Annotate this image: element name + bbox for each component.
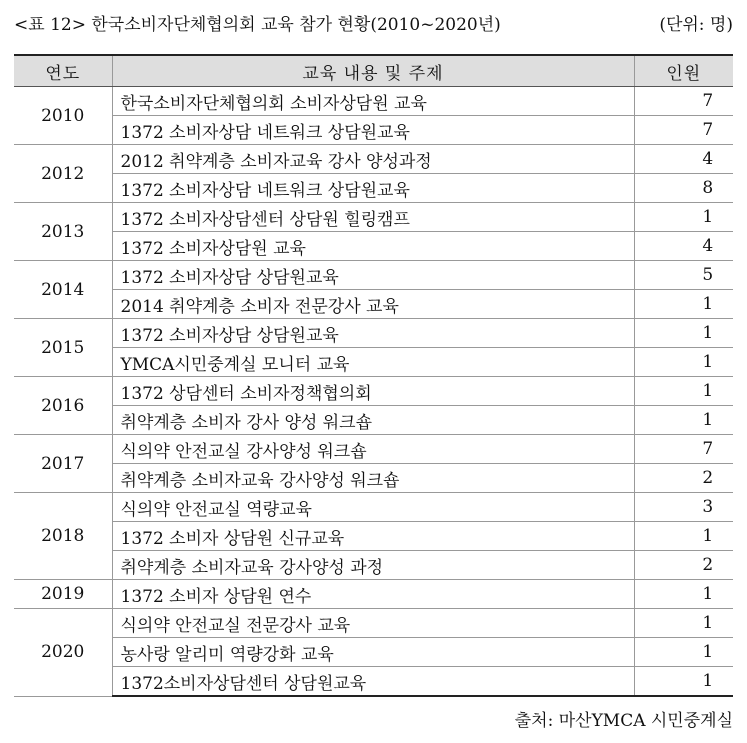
content-cell: 1372 상담센터 소비자정책협의회 [112, 377, 634, 406]
table-row [14, 464, 733, 493]
content-cell: 농사랑 알리미 역량강화 교육 [112, 638, 634, 667]
year-cell: 2020 [14, 609, 112, 697]
content-cell: 1372 소비자상담센터 상담원 힐링캠프 [112, 203, 634, 232]
year-cell: 2017 [14, 435, 112, 493]
count-cell: 8 [634, 174, 733, 203]
table-caption: <표 12> 한국소비자단체협의회 교육 참가 현황(2010~2020년) [14, 15, 501, 35]
content-cell: 1372 소비자 상담원 신규교육 [112, 522, 634, 551]
table-row [14, 609, 733, 638]
table-row [14, 261, 733, 290]
count-cell: 1 [634, 580, 733, 609]
table-row [14, 493, 733, 522]
table-row [14, 406, 733, 435]
content-cell: 취약계층 소비자교육 강사양성 과정 [112, 551, 634, 580]
table-row [14, 87, 733, 116]
table-row [14, 667, 733, 697]
count-cell: 4 [634, 145, 733, 174]
count-cell: 2 [634, 551, 733, 580]
table-row [14, 377, 733, 406]
count-cell: 1 [634, 609, 733, 638]
table-row [14, 580, 733, 609]
count-cell: 5 [634, 261, 733, 290]
table-row [14, 145, 733, 174]
content-cell: 1372 소비자상담 네트워크 상담원교육 [112, 174, 634, 203]
content-cell: 1372 소비자상담 상담원교육 [112, 319, 634, 348]
content-cell: 1372소비자상담센터 상담원교육 [112, 667, 634, 697]
table-row [14, 348, 733, 377]
education-table [14, 54, 733, 697]
count-cell: 1 [634, 348, 733, 377]
content-cell: 2012 취약계층 소비자교육 강사 양성과정 [112, 145, 634, 174]
count-cell: 1 [634, 406, 733, 435]
content-cell: 취약계층 소비자 강사 양성 워크숍 [112, 406, 634, 435]
count-cell: 1 [634, 667, 733, 697]
table-row [14, 435, 733, 464]
count-cell: 3 [634, 493, 733, 522]
count-cell: 1 [634, 638, 733, 667]
table-row [14, 203, 733, 232]
year-cell: 2012 [14, 145, 112, 203]
content-cell: 식의약 안전교실 전문강사 교육 [112, 609, 634, 638]
year-cell: 2014 [14, 261, 112, 319]
count-cell: 7 [634, 435, 733, 464]
content-cell: 식의약 안전교실 역량교육 [112, 493, 634, 522]
table-row [14, 116, 733, 145]
header-year: 연도 [14, 55, 112, 87]
count-cell: 1 [634, 290, 733, 319]
table-row [14, 319, 733, 348]
content-cell: 1372 소비자 상담원 연수 [112, 580, 634, 609]
table-row [14, 638, 733, 667]
header-content: 교육 내용 및 주제 [112, 55, 634, 87]
count-cell: 4 [634, 232, 733, 261]
year-cell: 2019 [14, 580, 112, 609]
table-row [14, 232, 733, 261]
count-cell: 7 [634, 87, 733, 116]
content-cell: YMCA시민중계실 모니터 교육 [112, 348, 634, 377]
content-cell: 취약계층 소비자교육 강사양성 워크숍 [112, 464, 634, 493]
unit-label: (단위: 명) [659, 15, 733, 35]
count-cell: 7 [634, 116, 733, 145]
source-note: 출처: 마산YMCA 시민중계실 [514, 711, 733, 731]
count-cell: 1 [634, 203, 733, 232]
content-cell: 1372 소비자상담원 교육 [112, 232, 634, 261]
header-row [14, 55, 733, 87]
caption-row [14, 11, 733, 39]
content-cell: 1372 소비자상담 상담원교육 [112, 261, 634, 290]
table-row [14, 522, 733, 551]
content-cell: 한국소비자단체협의회 소비자상담원 교육 [112, 87, 634, 116]
content-cell: 1372 소비자상담 네트워크 상담원교육 [112, 116, 634, 145]
count-cell: 1 [634, 522, 733, 551]
table-row [14, 174, 733, 203]
count-cell: 1 [634, 319, 733, 348]
count-cell: 2 [634, 464, 733, 493]
header-count: 인원 [634, 55, 733, 87]
table-row [14, 290, 733, 319]
table-row [14, 551, 733, 580]
year-cell: 2018 [14, 493, 112, 580]
count-cell: 1 [634, 377, 733, 406]
content-cell: 2014 취약계층 소비자 전문강사 교육 [112, 290, 634, 319]
year-cell: 2010 [14, 87, 112, 145]
content-cell: 식의약 안전교실 강사양성 워크숍 [112, 435, 634, 464]
year-cell: 2015 [14, 319, 112, 377]
year-cell: 2013 [14, 203, 112, 261]
year-cell: 2016 [14, 377, 112, 435]
